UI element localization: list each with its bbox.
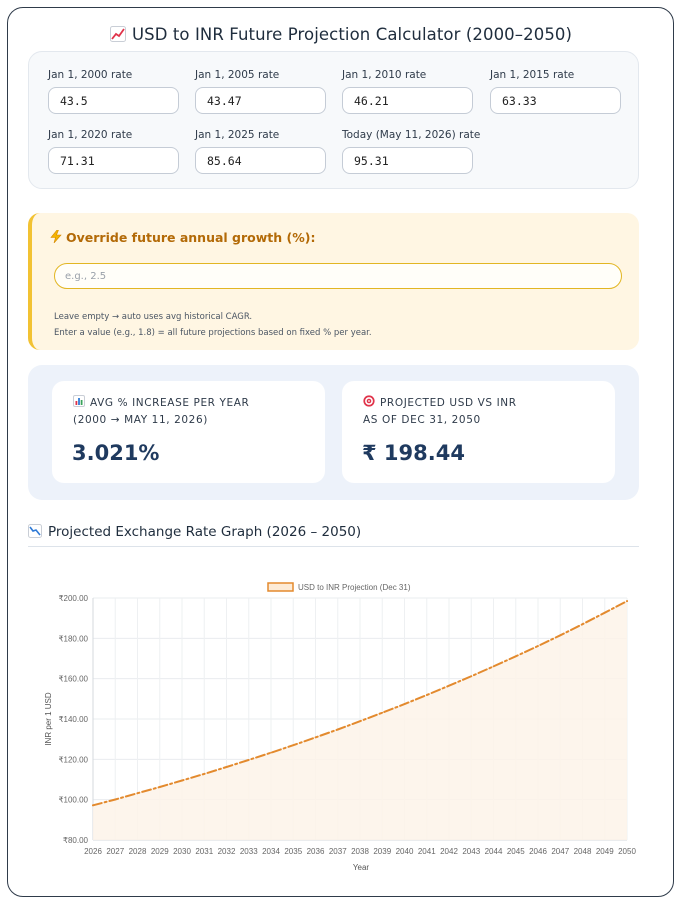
x-tick-label: 2031 — [195, 847, 214, 856]
projected-rate-heading-text: PROJECTED USD VS INR — [380, 397, 517, 409]
rate-input-2025[interactable] — [195, 147, 326, 174]
override-help-line-1: Leave empty → auto uses avg historical CAGR. — [54, 312, 253, 322]
projected-rate-value: ₹ 198.44 — [362, 441, 465, 465]
y-tick-label: ₹200.00 — [58, 594, 88, 603]
y-tick-label: ₹180.00 — [58, 634, 88, 644]
lightning-icon — [50, 230, 62, 243]
rate-field-2000 — [48, 69, 180, 114]
x-tick-label: 2035 — [284, 847, 303, 856]
page-title-text: USD to INR Future Projection Calculator (2000–2050) — [131, 25, 573, 44]
x-tick-label: 2047 — [551, 847, 570, 856]
override-help — [54, 310, 372, 341]
graph-title-text: Projected Exchange Rate Graph (2026 – 2050) — [48, 524, 362, 540]
rate-label: Jan 1, 2000 rate — [48, 69, 133, 81]
override-help-line-2: Enter a value (e.g., 1.8) = all future projections based on fixed % per year. — [54, 327, 372, 338]
x-tick-label: 2038 — [351, 847, 369, 856]
override-title-text: Override future annual growth (%): — [66, 230, 316, 245]
x-axis-title: Year — [352, 863, 370, 872]
override-growth-input[interactable] — [54, 263, 622, 289]
y-axis-title: INR per 1 USD — [44, 692, 53, 746]
avg-increase-value: 3.021% — [72, 441, 160, 465]
results-panel — [28, 365, 639, 500]
rate-field-2015 — [490, 69, 622, 114]
x-tick-label: 2050 — [618, 847, 636, 856]
rate-field-2020 — [48, 129, 180, 174]
rate-input-2000[interactable] — [48, 87, 179, 114]
projected-rate-card — [342, 381, 615, 483]
avg-increase-heading-text: AVG % INCREASE PER YEAR — [90, 397, 250, 409]
rate-label: Jan 1, 2025 rate — [195, 129, 280, 141]
rate-label: Jan 1, 2005 rate — [195, 69, 280, 81]
graph-title — [28, 524, 361, 540]
override-growth-panel — [28, 213, 639, 350]
rate-label: Jan 1, 2020 rate — [48, 129, 133, 141]
x-tick-label: 2034 — [262, 847, 280, 856]
x-tick-label: 2039 — [373, 847, 392, 856]
x-tick-label: 2040 — [395, 847, 414, 856]
x-tick-label: 2028 — [128, 847, 147, 856]
x-tick-label: 2032 — [217, 847, 236, 856]
y-tick-label: ₹120.00 — [58, 755, 88, 765]
x-tick-label: 2036 — [306, 847, 325, 856]
rate-field-2005 — [195, 69, 327, 114]
rate-input-2005[interactable] — [195, 87, 326, 114]
projected-rate-heading — [363, 395, 517, 409]
rate-label: Jan 1, 2010 rate — [342, 69, 427, 81]
y-tick-label: ₹160.00 — [58, 674, 88, 684]
avg-increase-heading — [73, 395, 249, 409]
x-tick-label: 2046 — [529, 847, 547, 856]
rate-field-today — [342, 129, 481, 174]
graph-divider — [28, 546, 639, 547]
chart-decreasing-icon — [28, 524, 42, 538]
rate-field-2025 — [195, 129, 327, 174]
x-tick-label: 2044 — [484, 847, 503, 856]
rate-label: Today (May 11, 2026) rate — [342, 129, 481, 141]
x-tick-label: 2048 — [573, 847, 592, 856]
projected-rate-date: AS OF DEC 31, 2050 — [363, 414, 481, 426]
chart-increasing-icon — [110, 26, 126, 42]
target-icon — [363, 395, 375, 407]
x-tick-label: 2026 — [84, 847, 102, 856]
x-tick-label: 2041 — [417, 847, 436, 856]
y-tick-label: ₹140.00 — [58, 715, 88, 724]
rate-input-2015[interactable] — [490, 87, 621, 114]
rate-input-2020[interactable] — [48, 147, 179, 174]
legend-label: USD to INR Projection (Dec 31) — [298, 583, 411, 592]
x-tick-label: 2033 — [239, 847, 258, 856]
bar-chart-icon — [73, 395, 85, 407]
x-tick-label: 2037 — [328, 847, 347, 856]
x-tick-label: 2027 — [106, 847, 125, 856]
x-tick-label: 2030 — [173, 847, 191, 856]
y-tick-label: ₹100.00 — [58, 795, 88, 805]
override-title — [50, 230, 315, 245]
page-title — [0, 25, 682, 44]
x-tick-label: 2045 — [506, 847, 525, 856]
rate-input-today[interactable] — [342, 147, 473, 174]
rate-label: Jan 1, 2015 rate — [490, 69, 575, 81]
historical-rates-panel — [28, 51, 639, 189]
y-tick-label: ₹80.00 — [62, 836, 88, 845]
x-tick-label: 2049 — [595, 847, 614, 856]
rate-input-2010[interactable] — [342, 87, 473, 114]
avg-increase-period: (2000 → MAY 11, 2026) — [73, 414, 208, 426]
x-tick-label: 2029 — [150, 847, 169, 856]
x-tick-label: 2042 — [440, 847, 458, 856]
x-tick-label: 2043 — [462, 847, 481, 856]
rate-field-2010 — [342, 69, 474, 114]
avg-increase-card — [52, 381, 325, 483]
